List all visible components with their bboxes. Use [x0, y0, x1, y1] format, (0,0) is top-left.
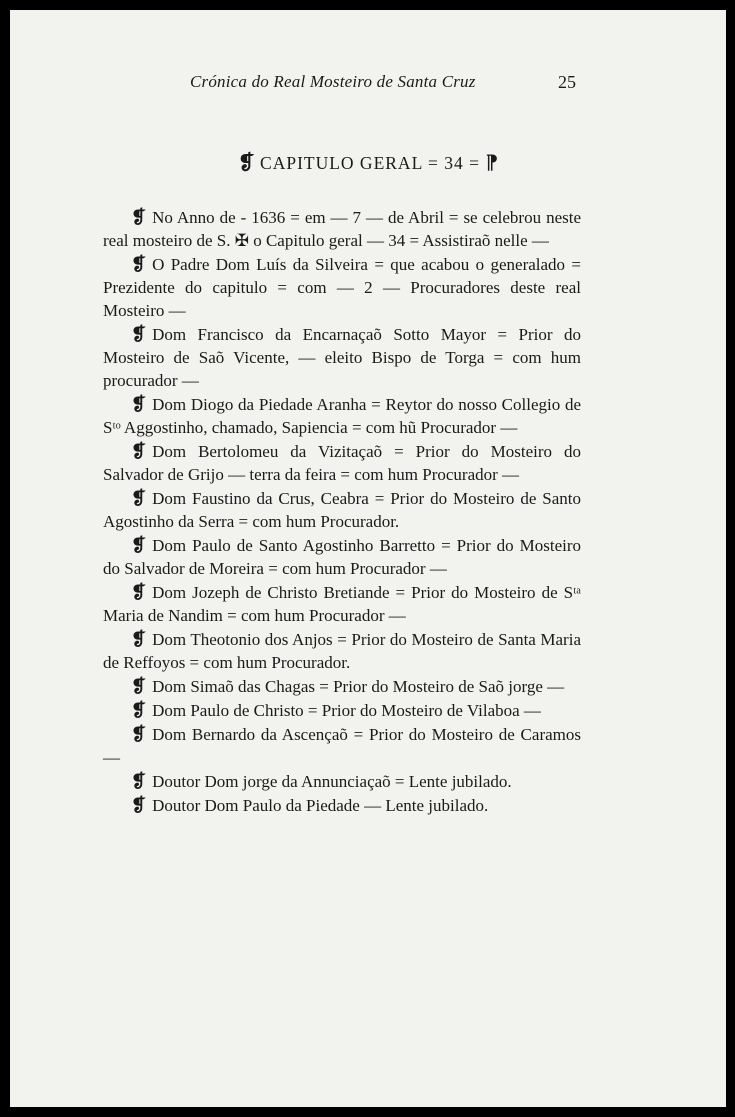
list-item — [103, 534, 581, 580]
entry-text: Dom Paulo de Santo Agostinho Barretto = Prior do Mosteiro do Salvador de Moreira = com hum Procurador — — [103, 536, 581, 578]
list-item — [103, 393, 581, 439]
closing-mark-icon: ⁋ — [485, 152, 499, 174]
list-item — [103, 253, 581, 322]
entry-text: O Padre Dom Luís da Silveira = que acabou o generalado = Prezidente do capitulo = com — 2 — Procuradores deste real Mosteiro — — [103, 255, 581, 320]
entry-text: Dom Francisco da Encarnaçaõ Sotto Mayor = Prior do Mosteiro de Saõ Vicente, — eleito Bispo de Torga = com hum procurador — — [103, 325, 581, 390]
entry-text: No Anno de - 1636 = em — 7 — de Abril = se celebrou neste real mosteiro de S. ✠ o Capitulo geral — 34 = Assistiraõ nelle — — [103, 208, 581, 250]
pilcrow-icon: ❡ — [131, 254, 147, 274]
chapter-title: CAPITULO GERAL = 34 = — [260, 153, 480, 173]
list-item — [103, 770, 581, 793]
list-item — [103, 675, 581, 698]
pilcrow-icon: ❡ — [131, 700, 147, 720]
list-item — [103, 699, 581, 722]
pilcrow-icon: ❡ — [131, 488, 147, 508]
entry-text: Dom Theotonio dos Anjos = Prior do Mosteiro de Santa Maria de Reffoyos = com hum Procurador. — [103, 630, 581, 672]
list-item — [103, 206, 581, 252]
pilcrow-icon: ❡ — [131, 535, 147, 555]
list-item — [103, 794, 581, 817]
pilcrow-icon: ❡ — [131, 795, 147, 815]
entry-text: Dom Bernardo da Ascençaõ = Prior do Mosteiro de Caramos — — [103, 725, 581, 767]
pilcrow-icon: ❡ — [131, 441, 147, 461]
document-page — [10, 10, 726, 1107]
chapter-heading — [10, 150, 726, 175]
entry-text: Dom Paulo de Christo = Prior do Mosteiro de Vilaboa — — [152, 701, 541, 720]
page-number: 25 — [558, 72, 576, 92]
pilcrow-icon: ❡ — [131, 629, 147, 649]
pilcrow-icon: ❡ — [131, 582, 147, 602]
pilcrow-icon: ❡ — [237, 152, 255, 174]
entry-text: Doutor Dom jorge da Annunciaçaõ = Lente jubilado. — [152, 772, 512, 791]
list-item — [103, 723, 581, 769]
entry-text: Dom Simaõ das Chagas = Prior do Mosteiro de Saõ jorge — — [152, 677, 565, 696]
list-item — [103, 487, 581, 533]
pilcrow-icon: ❡ — [131, 207, 147, 227]
pilcrow-icon: ❡ — [131, 394, 147, 414]
list-item — [103, 440, 581, 486]
list-item — [103, 323, 581, 392]
pilcrow-icon: ❡ — [131, 724, 147, 744]
entry-text: Dom Bertolomeu da Vizitaçaõ = Prior do Mosteiro do Salvador de Grijo — terra da feira = com hum Procurador — — [103, 442, 581, 484]
list-item — [103, 581, 581, 627]
pilcrow-icon: ❡ — [131, 324, 147, 344]
entry-text: Dom Diogo da Piedade Aranha = Reytor do nosso Collegio de Sᵗᵒ Aggostinho, chamado, Sapiencia = com hũ Procurador — — [103, 395, 581, 437]
running-title: Crónica do Real Mosteiro de Santa Cruz — [190, 72, 476, 91]
pilcrow-icon: ❡ — [131, 771, 147, 791]
pilcrow-icon: ❡ — [131, 676, 147, 696]
entry-text: Dom Faustino da Crus, Ceabra = Prior do Mosteiro de Santo Agostinho da Serra = com hum Procurador. — [103, 489, 581, 531]
entry-text: Doutor Dom Paulo da Piedade — Lente jubilado. — [152, 796, 489, 815]
entry-text: Dom Jozeph de Christo Bretiande = Prior do Mosteiro de Sᵗᵃ Maria de Nandim = com hum Procurador — — [103, 583, 581, 625]
list-item — [103, 628, 581, 674]
body-text — [103, 206, 581, 818]
